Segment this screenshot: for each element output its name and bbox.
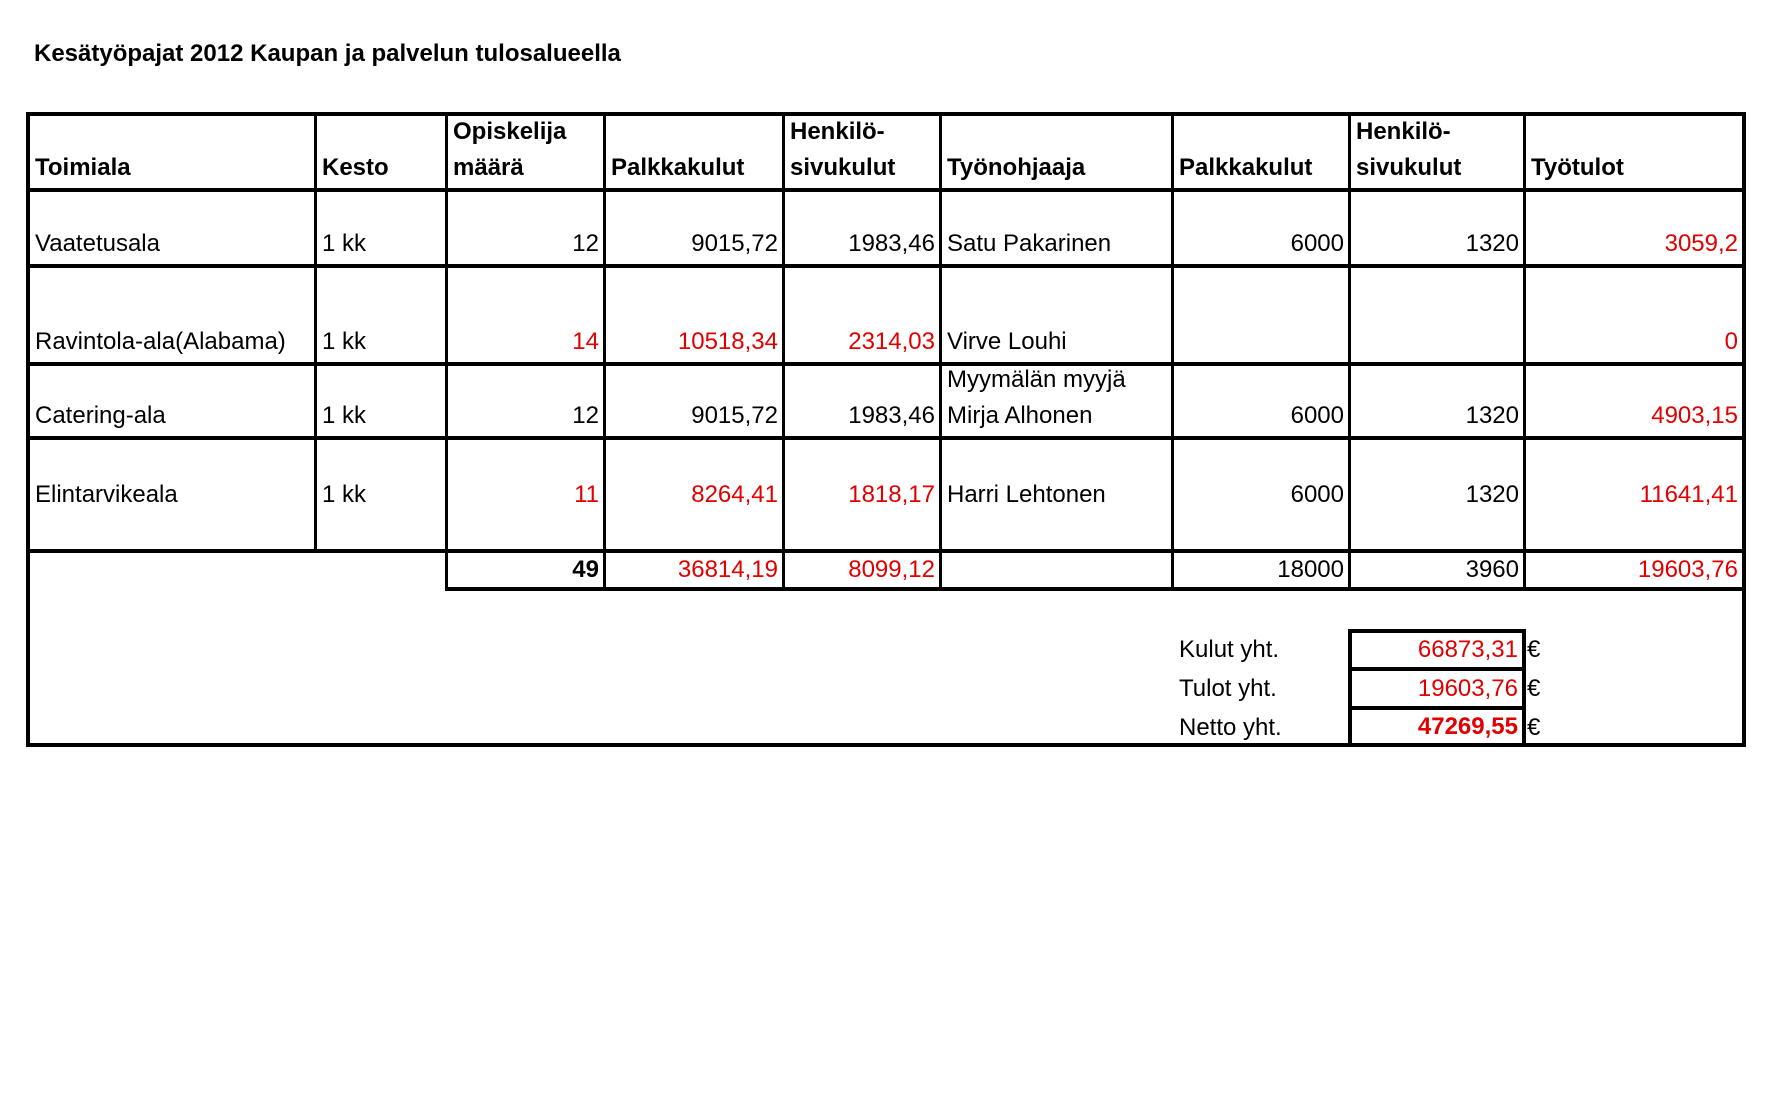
cell-palkkakulut: 10518,34 — [677, 328, 778, 355]
total-opiskelijat: 49 — [572, 556, 599, 583]
cell-palkkakulut: 9015,72 — [691, 230, 778, 257]
cell-palkkakulut: 9015,72 — [691, 402, 778, 429]
cell-ohjaaja-sivukulut: 1320 — [1465, 230, 1519, 257]
total-sivukulut: 8099,12 — [848, 556, 935, 583]
cell-tyotulot: 4903,15 — [1651, 402, 1738, 429]
netto-currency: € — [1527, 714, 1541, 741]
tulot-currency: € — [1527, 675, 1541, 702]
kulut-currency: € — [1527, 636, 1541, 663]
cell-toimiala: Vaatetusala — [35, 230, 160, 257]
cell-toimiala: Ravintola-ala(Alabama) — [35, 328, 286, 355]
cell-tyotulot: 11641,41 — [1639, 480, 1738, 508]
header-kesto: Kesto — [322, 154, 389, 181]
cell-sivukulut: 1818,17 — [848, 480, 935, 508]
cell-kesto: 1 kk — [322, 328, 367, 355]
cell-ohjaaja-sivukulut: 1320 — [1465, 402, 1519, 429]
header-toimiala: Toimiala — [35, 154, 131, 181]
cell-ohjaaja-palkka — [1174, 268, 1348, 362]
total-tyotulot: 19603,76 — [1637, 556, 1738, 583]
tulot-value: 19603,76 — [1417, 674, 1518, 702]
header-opiskelijamaara: Opiskelija määrä — [453, 118, 567, 181]
total-ohjaaja-palkka: 18000 — [1277, 556, 1344, 583]
netto-value: 47269,55 — [1417, 713, 1518, 740]
tulot-label: Tulot yht. — [1179, 675, 1277, 702]
cell-sivukulut: 1983,46 — [848, 230, 935, 257]
header-tyonohjaaja: Työnohjaaja — [947, 154, 1086, 181]
cell-toimiala: Catering-ala — [35, 402, 166, 429]
cell-opiskelijat: 12 — [572, 402, 599, 429]
kulut-label: Kulut yht. — [1179, 636, 1280, 663]
netto-label: Netto yht. — [1179, 714, 1282, 741]
kulut-value: 66873,31 — [1417, 636, 1518, 663]
header-ohjaaja-palkkakulut: Palkkakulut — [1179, 154, 1313, 181]
header-palkkakulut: Palkkakulut — [611, 154, 745, 181]
cell-ohjaaja-palkka: 6000 — [1290, 230, 1344, 257]
cell-tyonohjaaja: Myymälän myyjä Mirja Alhonen — [947, 366, 1126, 429]
header-ohjaaja-sivukulut: Henkilö- sivukulut — [1356, 118, 1462, 181]
cell-toimiala: Elintarvikeala — [35, 480, 178, 508]
cell-kesto: 1 kk — [322, 230, 367, 257]
totals-rule — [445, 587, 1742, 591]
cell-ohjaaja-palkka: 6000 — [1290, 480, 1344, 508]
header-henkilosivukulut: Henkilö- sivukulut — [790, 118, 896, 181]
cell-ohjaaja-sivukulut: 1320 — [1465, 480, 1519, 508]
cell-sivukulut: 2314,03 — [848, 328, 935, 355]
cell-kesto: 1 kk — [322, 480, 367, 508]
cell-tyonohjaaja: Satu Pakarinen — [947, 230, 1112, 257]
total-ohjaaja-sivukulut: 3960 — [1465, 556, 1519, 583]
cell-opiskelijat: 11 — [574, 480, 599, 508]
cell-tyotulot: 3059,2 — [1664, 230, 1738, 257]
cell-tyonohjaaja: Harri Lehtonen — [947, 480, 1106, 508]
cell-ohjaaja-palkka: 6000 — [1290, 402, 1344, 429]
cell-tyotulot: 0 — [1724, 328, 1738, 355]
page-title: Kesätyöpajat 2012 Kaupan ja palvelun tulosalueella — [34, 40, 621, 67]
cell-opiskelijat: 14 — [572, 328, 599, 355]
header-tyotulot: Työtulot — [1531, 154, 1624, 181]
total-palkkakulut: 36814,19 — [677, 556, 778, 583]
cell-sivukulut: 1983,46 — [848, 402, 935, 429]
cell-ohjaaja-sivukulut — [1351, 268, 1523, 362]
cell-opiskelijat: 12 — [572, 230, 599, 257]
summary-table — [26, 112, 1746, 747]
cell-kesto: 1 kk — [322, 402, 367, 429]
cell-tyonohjaaja: Virve Louhi — [947, 328, 1067, 355]
cell-palkkakulut: 8264,41 — [691, 480, 778, 508]
